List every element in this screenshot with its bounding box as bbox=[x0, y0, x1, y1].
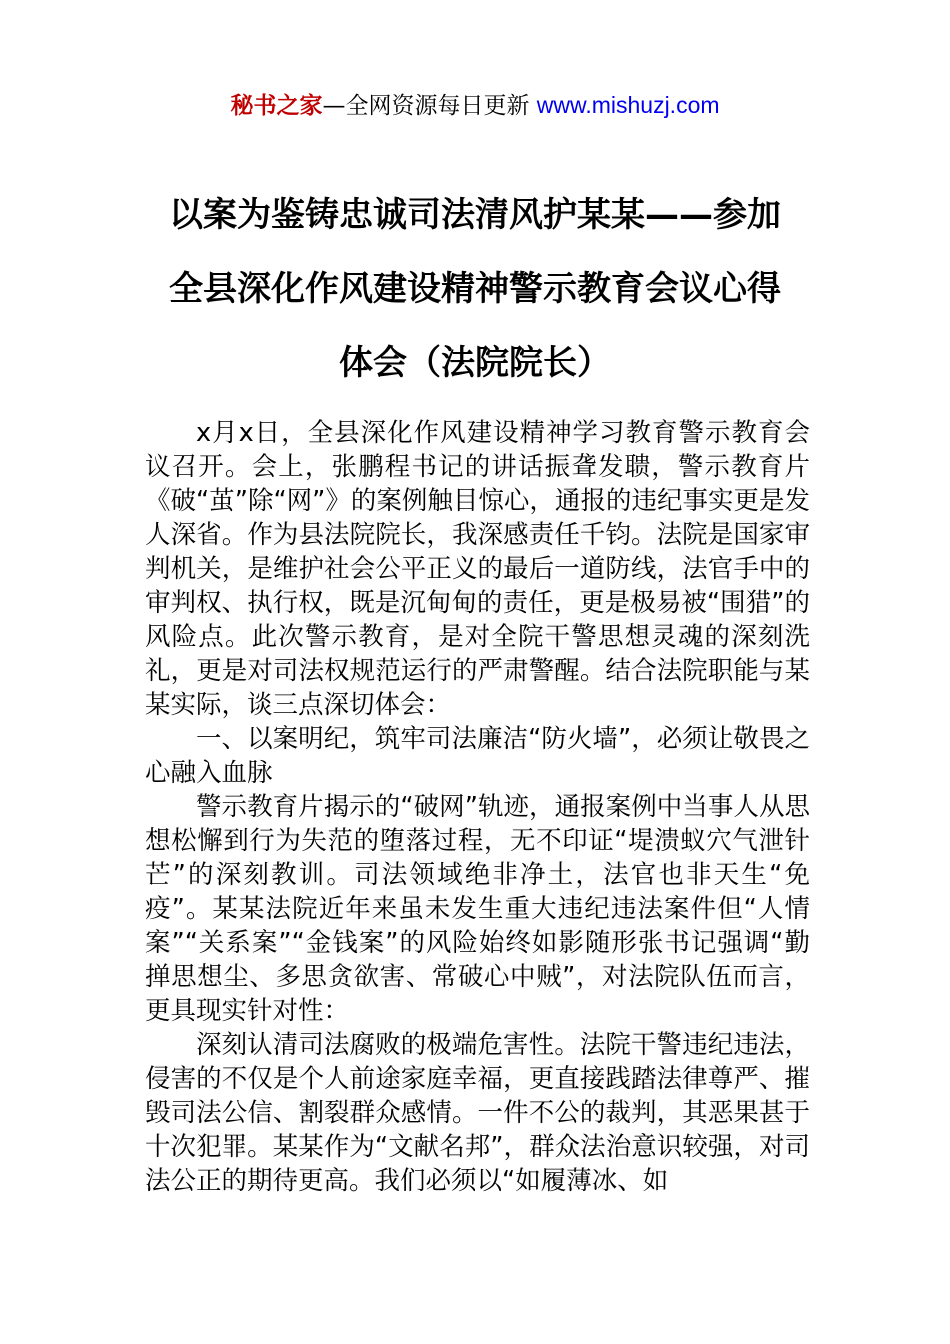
document-body bbox=[145, 416, 810, 1198]
body-paragraph: 警示教育片揭示的“破网”轨迹，通报案例中当事人从思想松懈到行为失范的堕落过程，无不印证“堤溃蚁穴气泄针芒”的深刻教训。司法领域绝非净土，法官也非天生“免疫”。某某法院近年来虽未发生重大违纪违法案件但“人情案”“关系案”“金钱案”的风险始终如影随形张书记强调“勤掸思想尘、多思贪欲害、常破心中贼”，对法院队伍而言，更具现实针对性： bbox=[145, 792, 810, 1026]
title-line: 体会（法院院长） bbox=[339, 343, 611, 383]
body-paragraph: 深刻认清司法腐败的极端危害性。法院干警违纪违法，侵害的不仅是个人前途家庭幸福，更直接践踏法律尊严、摧毁司法公信、割裂群众感情。一件不公的裁判，其恶果甚于十次犯罪。某某作为“文献名邦”，群众法治意识较强，对司法公正的期待更高。我们必须以“如履薄冰、如 bbox=[145, 1030, 810, 1196]
header-tagline: —全网资源每日更新 bbox=[322, 93, 537, 119]
title-line: 以案为鉴铸忠诚司法清风护某某——参加 bbox=[169, 195, 781, 235]
page-header bbox=[0, 88, 950, 123]
brand-name: 秘书之家 bbox=[230, 93, 323, 119]
title-line: 全县深化作风建设精神警示教育会议心得 bbox=[169, 269, 781, 309]
website-link[interactable]: www.mishuzj.com bbox=[536, 92, 720, 118]
document-title bbox=[0, 178, 950, 400]
body-paragraph: x月x日，全县深化作风建设精神学习教育警示教育会议召开。会上，张鹏程书记的讲话振聋发聩，警示教育片《破“茧”除“网”》的案例触目惊心，通报的违纪事实更是发人深省。作为县法院院长，我深感责任千钧。法院是国家审判机关，是维护社会公平正义的最后一道防线，法官手中的审判权、执行权，既是沉甸甸的责任，更是极易被“围猎”的风险点。此次警示教育，是对全院干警思想灵魂的深刻洗礼，更是对司法权规范运行的严肃警醒。结合法院职能与某某实际，谈三点深切体会： bbox=[145, 418, 810, 720]
section-heading: 一、以案明纪，筑牢司法廉洁“防火墙”，必须让敬畏之心融入血脉 bbox=[145, 724, 810, 788]
